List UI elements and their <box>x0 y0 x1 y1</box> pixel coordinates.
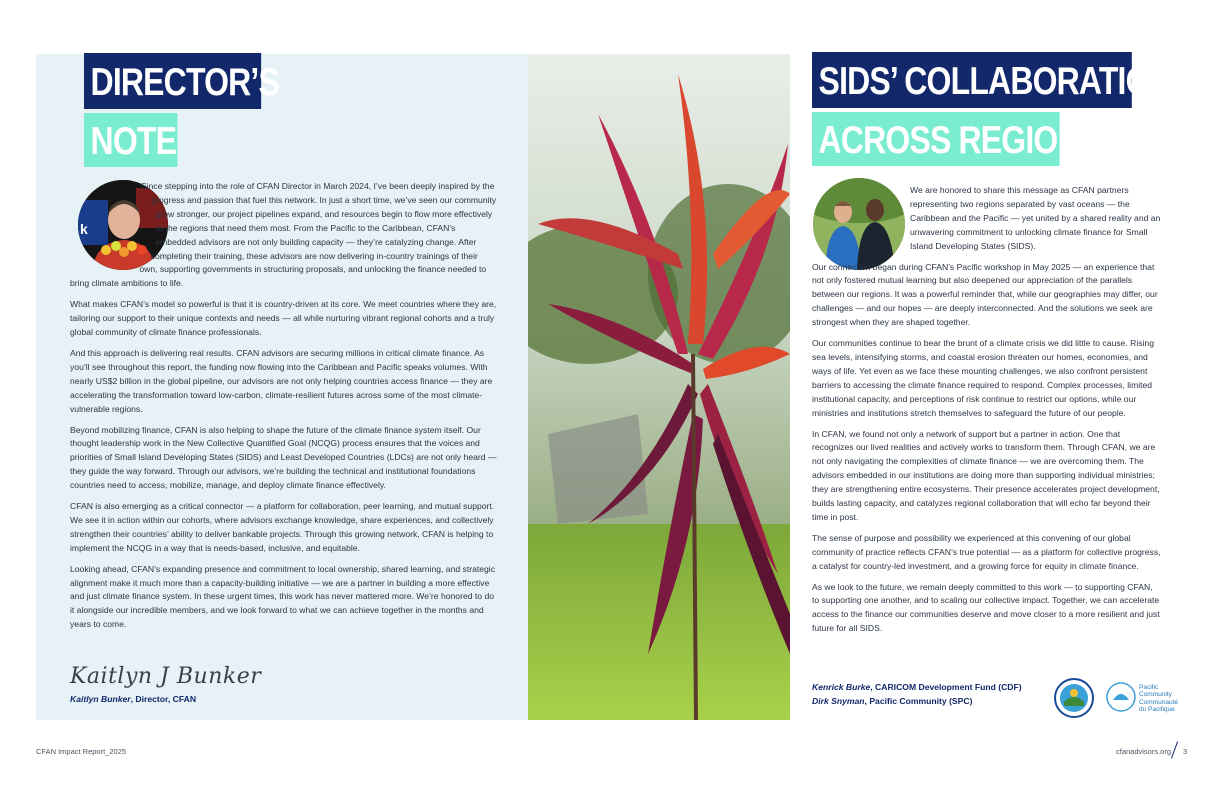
paragraph: Beyond mobilizing finance, CFAN is also helping to shape the future of the climate finance system itself. Our thought leadership work in the New Collective Quantified Goal (NCQG) process ensures that the voices and priorities of Small Island Developing States (SIDS) and Least Developed Countries (LDCs) are not only heard — they guide the way forward. Through our advisors, we’re building the technical and institutional foundations countries need to access, mobilize, manage, and deploy climate finance effectively. <box>70 424 497 491</box>
paragraph: CFAN is also emerging as a critical connector — a platform for collaboration, peer learning, and mutual support. We see it in action within our cohorts, where advisors exchange knowledge, share experiences, and collectively strengthen their countries’ ability to deliver bankable projects. Through this growing network, CFAN is helping to implement the NCQG in a way that is needs-based, inclusive, and equitable. <box>70 501 495 553</box>
author-org: , CARICOM Development Fund (CDF) <box>870 682 1022 692</box>
author-name: Kenrick Burke <box>812 682 871 692</box>
page-divider <box>1171 741 1178 758</box>
director-name: Kaitlyn Bunker <box>70 694 131 704</box>
paragraph: Our connection began during CFAN’s Pacific workshop in May 2025 — an experience that not only fostered mutual learning but also deepened our appreciation of the parallels between our regions. It was a powerful reminder that, while our geographies may differ, our challenges — and our hopes — are deeply interconnected. And the solutions we seek are strongest when they are shaped together. <box>812 261 1158 328</box>
sids-collaboration-title-line1: SIDS’ COLLABORATION <box>812 52 1132 108</box>
paragraph: The sense of purpose and possibility we experienced at this convening of our global community of practice reflects CFAN’s true potential — as a platform for collective progress, a catalyst for country-led investment, and a growing force for equity in climate finance. <box>812 532 1161 571</box>
directors-note-title-line1: DIRECTOR’S <box>84 53 261 109</box>
spc-logo-text: Communauté <box>1139 699 1179 706</box>
spc-logo-text: Community <box>1139 691 1172 698</box>
paragraph: What makes CFAN’s model so powerful is that it is country-driven at its core. We meet countries where they are, tailoring our support to their unique contexts and needs — all while nurturing vibrant regional cohorts and a truly global community of climate finance professionals. <box>70 299 497 338</box>
director-role: , Director, CFAN <box>130 694 197 704</box>
page-number: 3 <box>1183 747 1188 756</box>
director-signature: Kaitlyn J Bunker <box>70 664 262 689</box>
photo-spacer <box>812 184 910 260</box>
pacific-community-logo <box>1106 680 1186 714</box>
cdf-logo <box>1054 678 1094 718</box>
spc-logo-text: du Pacifique <box>1139 706 1175 713</box>
directors-note-body <box>70 180 498 639</box>
svg-text:k: k <box>80 221 88 237</box>
author-org: , Pacific Community (SPC) <box>864 696 973 706</box>
paragraph: In CFAN, we found not only a network of support but a partner in action. One that recognizes our lived realities and actively works to transform them. Through CFAN, we are not only navigating the complexities of climate finance — we are overcoming them. The advisors embedded in our institutions are doing more than supporting individual ministries; they are strengthening entire ecosystems. Their presence accelerates project development, builds lasting capacity, and catalyzes regional collaboration that will echo far beyond their time in post. <box>812 428 1160 522</box>
tropical-plant-photo <box>528 54 790 720</box>
author-name: Dirk Snyman <box>812 696 865 706</box>
directors-note-title-line2: NOTE <box>84 113 177 167</box>
paragraph: As we look to the future, we remain deeply committed to this work — to supporting CFAN, to supporting one another, and to scaling our collective impact. Together, we can accelerate access to the finance our communities deserve and move closer to a more resilient and just future for all SIDS. <box>812 581 1160 634</box>
director-caption <box>70 694 196 704</box>
spc-logo-text: Pacific <box>1139 684 1159 691</box>
paragraph: Our communities continue to bear the brunt of a climate crisis we did little to cause. Rising sea levels, intensifying storms, and coastal erosion threaten our homes, economies, and ways of life. Yet even as we face these mounting challenges, we also confront persistent barriers to accessing the climate finance required to respond. Complex processes, limited institutional capacity, and perceptions of risk continue to restrict our options, while our ministries and institutions stretch themselves to safeguard the future of our people. <box>812 338 1154 418</box>
paragraph: We are honored to share this message as CFAN partners representing two regions separated by vast oceans — the Caribbean and the Pacific — yet united by a shared reality and an unwavering commitment to unlocking climate finance for Small Island Developing States (SIDS). <box>910 185 1161 251</box>
paragraph: Looking ahead, CFAN’s expanding presence and commitment to local ownership, shared learning, and strategic alignment make it much more than a capacity-building initiative — we are a partner in building a more effective and just climate finance system. In these urgent times, this work has never mattered more. We’re honored to do it alongside our incredible members, and we look forward to what we can achieve together in the months and years to come. <box>70 563 496 630</box>
spc-author-caption <box>812 696 972 706</box>
sids-collaboration-title-line2: ACROSS REGIONS <box>812 112 1060 166</box>
sids-collaboration-body <box>812 184 1162 643</box>
cdf-author-caption <box>812 682 1022 692</box>
paragraph: Since stepping into the role of CFAN Director in March 2024, I’ve been deeply inspired by the progress and passion that fuel this network. In just a short time, we’ve seen our community grow stronger, our project pipelines expand, and resources begin to flow more effectively to the regions that need them most. From the Pacific to the Caribbean, CFAN’s embedded advisors are not only building capacity — they’re catalyzing change. After completing their training, these advisors are now delivering in-country trainings of their own, supporting governments in structuring proposals, and unlocking the finance needed to bring climate ambitions to life. <box>70 181 497 289</box>
website-link[interactable]: cfanadvisors.org <box>1116 747 1172 756</box>
paragraph: And this approach is delivering real results. CFAN advisors are securing millions in critical climate finance. As you’ll see throughout this report, the funding now flowing into the Caribbean and Pacific speaks volumes. With nearly US$2 billion in the global pipeline, our advisors are not only helping countries access finance — they are accelerating the transformation toward low-carbon, climate-resilient futures across some of the most climate-vulnerable regions. <box>70 347 493 414</box>
report-footer-title: CFAN Impact Report_2025 <box>36 747 127 756</box>
